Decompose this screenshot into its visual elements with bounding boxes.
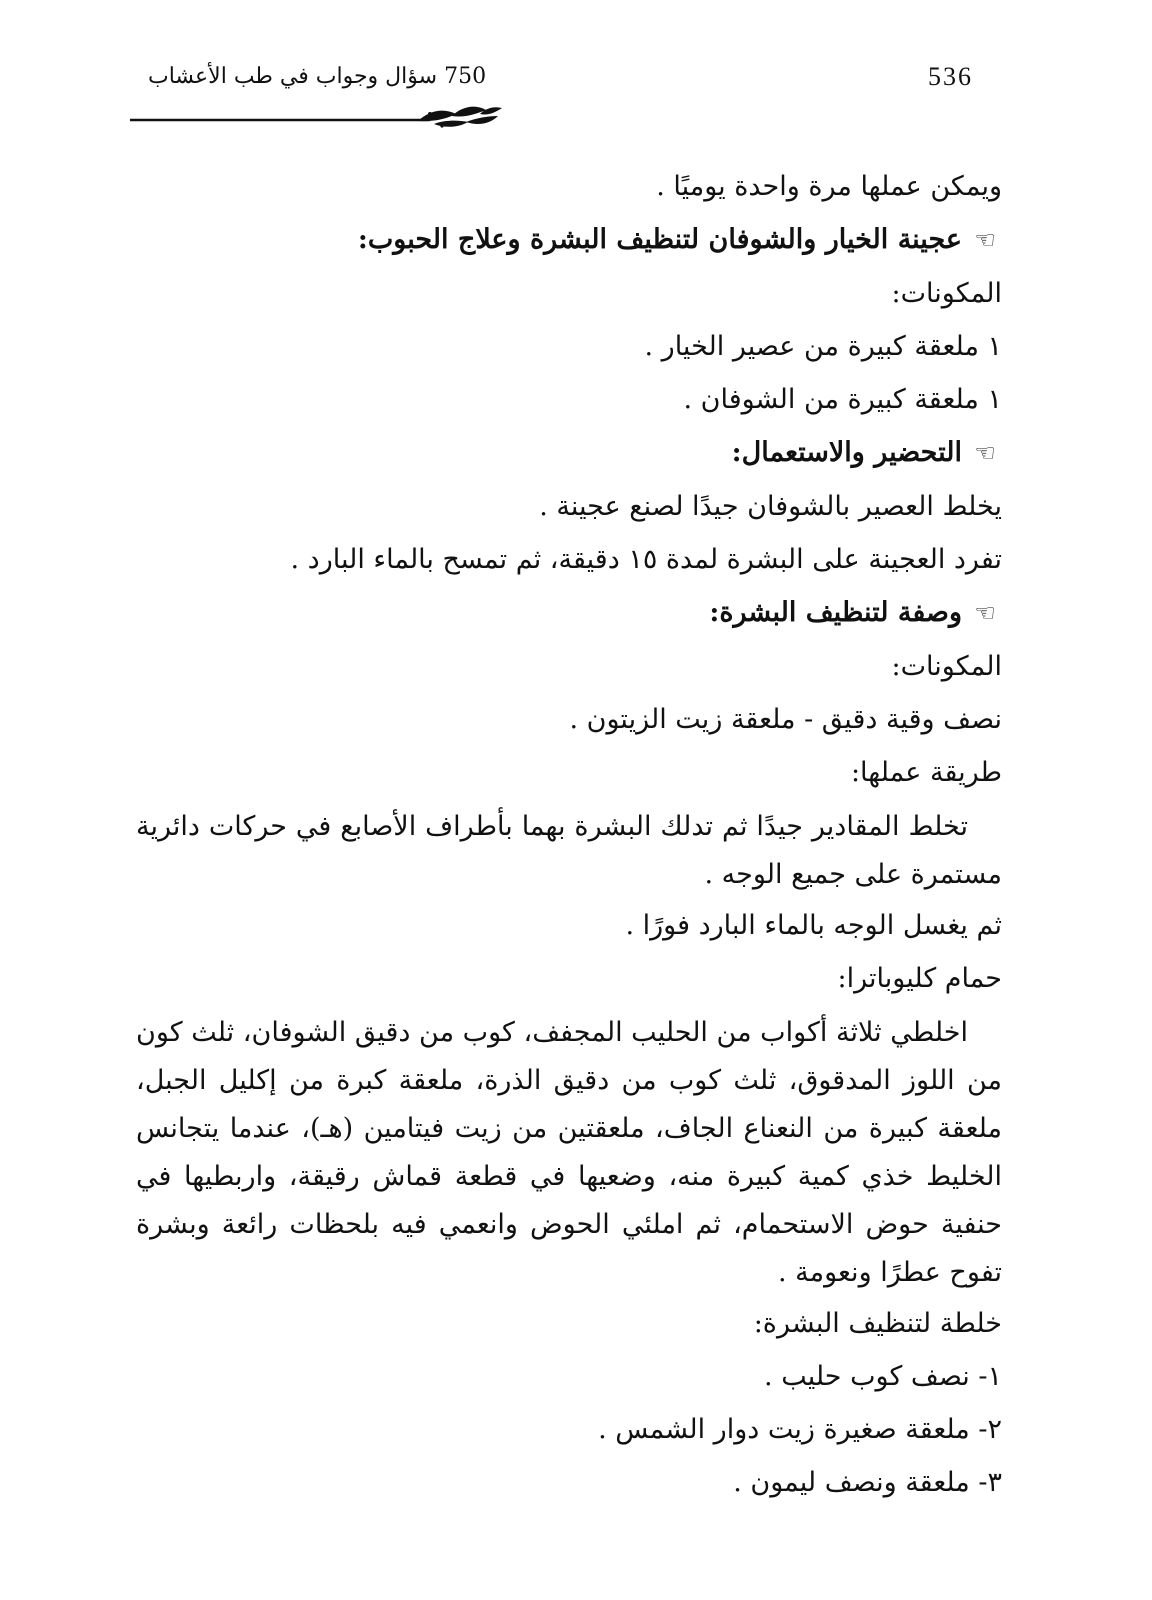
recipe-title: حمام كليوباترا: (837, 963, 1002, 994)
paragraph: تخلط المقادير جيدًا ثم تدلك البشرة بهما بأطراف الأصابع في حركات دائرية مستمرة على جميع الوجه . (136, 811, 1002, 890)
section-heading-text: وصفة لتنظيف البشرة: (709, 597, 962, 628)
book-title: 750 سؤال وجواب في طب الأعشاب (148, 64, 487, 89)
list-item: ١ ملعقة كبيرة من عصير الخيار . (644, 331, 1002, 362)
hand-pointing-icon: ☜ (974, 439, 996, 467)
section-heading-text: التحضير والاستعمال: (731, 437, 962, 468)
list-item: ٣- ملعقة ونصف ليمون . (733, 1467, 1002, 1498)
hand-pointing-icon: ☜ (974, 226, 996, 254)
text-line: يخلط العصير بالشوفان جيدًا لصنع عجينة . (539, 491, 1002, 522)
list-item: ١ ملعقة كبيرة من الشوفان . (683, 384, 1002, 415)
paragraph: اخلطي ثلاثة أكواب من الحليب المجفف، كوب من دقيق الشوفان، ثلث كون من اللوز المدقوق، ثلث كوب من دقيق الذرة، ملعقة كبرة من إكليل الجبل، ملعقة كبيرة من النعناع الجاف، ملعقتين من زيت فيتامين (هـ)، عندما يتجانس الخليط خذي كمية كبيرة منه، وضعيها في قطعة قماش رقيقة، واربطيها في حنفية حوض الاستحمام، ثم املئي الحوض وانعمي فيه بلحظات رائعة وبشرة تفوح عطرًا ونعومة . (136, 1017, 1002, 1288)
ingredients-label: المكونات: (891, 278, 1002, 309)
text-line: ثم يغسل الوجه بالماء البارد فورًا . (625, 910, 1002, 941)
text-line: ويمكن عملها مرة واحدة يوميًا . (656, 171, 1002, 202)
section-heading (136, 426, 1002, 480)
section-heading-text: عجينة الخيار والشوفان لتنظيف البشرة وعلاج الحبوب: (357, 224, 962, 255)
ingredients-label: المكونات: (891, 651, 1002, 682)
hand-pointing-icon: ☜ (974, 599, 996, 627)
section-heading (136, 586, 1002, 640)
method-label: طريقة عملها: (850, 757, 1002, 788)
text-line: نصف وقية دقيق - ملعقة زيت الزيتون . (569, 704, 1002, 735)
recipe-title: خلطة لتنظيف البشرة: (753, 1308, 1002, 1339)
page-content (136, 160, 1002, 1509)
list-item: ١- نصف كوب حليب . (764, 1361, 1002, 1392)
section-heading (136, 213, 1002, 267)
list-item: ٢- ملعقة صغيرة زيت دوار الشمس . (598, 1414, 1002, 1445)
text-line: تفرد العجينة على البشرة لمدة ١٥ دقيقة، ثم تمسح بالماء البارد . (290, 544, 1002, 575)
leaf-ornament-icon (130, 104, 510, 132)
page-number: 536 (928, 62, 973, 91)
